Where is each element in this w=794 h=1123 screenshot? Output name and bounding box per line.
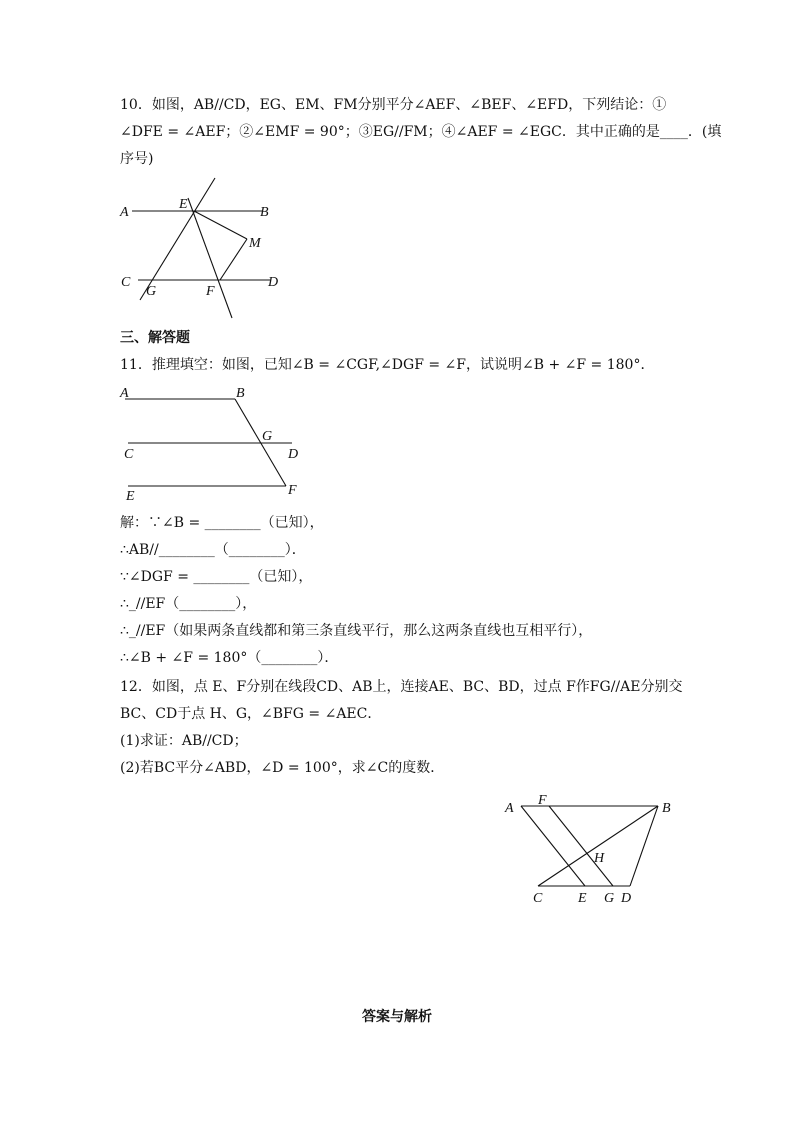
- q11-figure: [110, 378, 310, 503]
- q12-figure: [495, 785, 685, 910]
- section-heading: 三、解答题: [120, 330, 190, 346]
- label-d: D: [268, 275, 279, 290]
- label-a: A: [120, 386, 129, 401]
- q10-line2: ∠DFE = ∠AEF；②∠EMF = 90°；③EG//FM；④∠AEF = ∠EGC．其中正确的是____．(填: [120, 124, 722, 140]
- line-fg: [549, 806, 613, 886]
- label-c: C: [533, 891, 543, 906]
- label-c: C: [121, 275, 131, 290]
- label-e: E: [126, 489, 135, 503]
- line-bc: [538, 806, 658, 886]
- label-a: A: [505, 801, 514, 816]
- label-f: F: [538, 793, 547, 808]
- label-m: M: [249, 236, 261, 251]
- label-c: C: [124, 447, 134, 462]
- label-b: B: [662, 801, 671, 816]
- q11-stem: 11．推理填空：如图，已知∠B = ∠CGF,∠DGF = ∠F，试说明∠B + ∠F = 180°．: [120, 357, 655, 373]
- q12-part2: (2)若BC平分∠ABD，∠D = 100°，求∠C的度数．: [120, 760, 445, 776]
- q12-line1: 12．如图，点 E、F分别在线段CD、AB上，连接AE、BC、BD，过点 F作FG//AE分别交: [120, 679, 683, 695]
- label-a: A: [120, 205, 129, 220]
- q11-step-4: ∴_//EF（________），: [120, 596, 257, 612]
- label-b: B: [236, 386, 245, 401]
- label-d: D: [621, 891, 632, 906]
- label-e: E: [179, 197, 188, 212]
- label-d: D: [288, 447, 299, 462]
- q10-figure: [110, 170, 310, 320]
- q10-line3: 序号): [120, 151, 154, 167]
- line-e-f: [188, 198, 232, 318]
- line-ae: [521, 806, 585, 886]
- line-e-g: [140, 178, 215, 300]
- q10-line1: 10．如图，AB//CD，EG、EM、FM分别平分∠AEF、∠BEF、∠EFD，下列结论：①: [120, 97, 667, 113]
- label-g: G: [604, 891, 615, 906]
- q11-step-6: ∴∠B + ∠F = 180°（________）．: [120, 650, 339, 666]
- q12-part1: (1)求证：AB//CD；: [120, 733, 248, 749]
- answers-heading: 答案与解析: [362, 1009, 432, 1025]
- q11-step-3: ∵∠DGF = ________（已知），: [120, 569, 313, 585]
- line-m-f: [220, 239, 247, 280]
- q11-step-1: 解：∵∠B = ________（已知），: [120, 515, 324, 531]
- label-g: G: [262, 429, 273, 444]
- line-bd: [630, 806, 658, 886]
- label-b: B: [260, 205, 269, 220]
- q11-step-2: ∴AB//________（________）．: [120, 542, 306, 558]
- label-e: E: [578, 891, 587, 906]
- q12-line2: BC、CD于点 H、G，∠BFG = ∠AEC．: [120, 706, 382, 722]
- label-f: F: [288, 483, 297, 498]
- label-g: G: [146, 284, 157, 299]
- label-h: H: [594, 851, 605, 866]
- q11-step-5: ∴_//EF（如果两条直线都和第三条直线平行，那么这两条直线也互相平行），: [120, 623, 593, 639]
- label-f: F: [206, 284, 215, 299]
